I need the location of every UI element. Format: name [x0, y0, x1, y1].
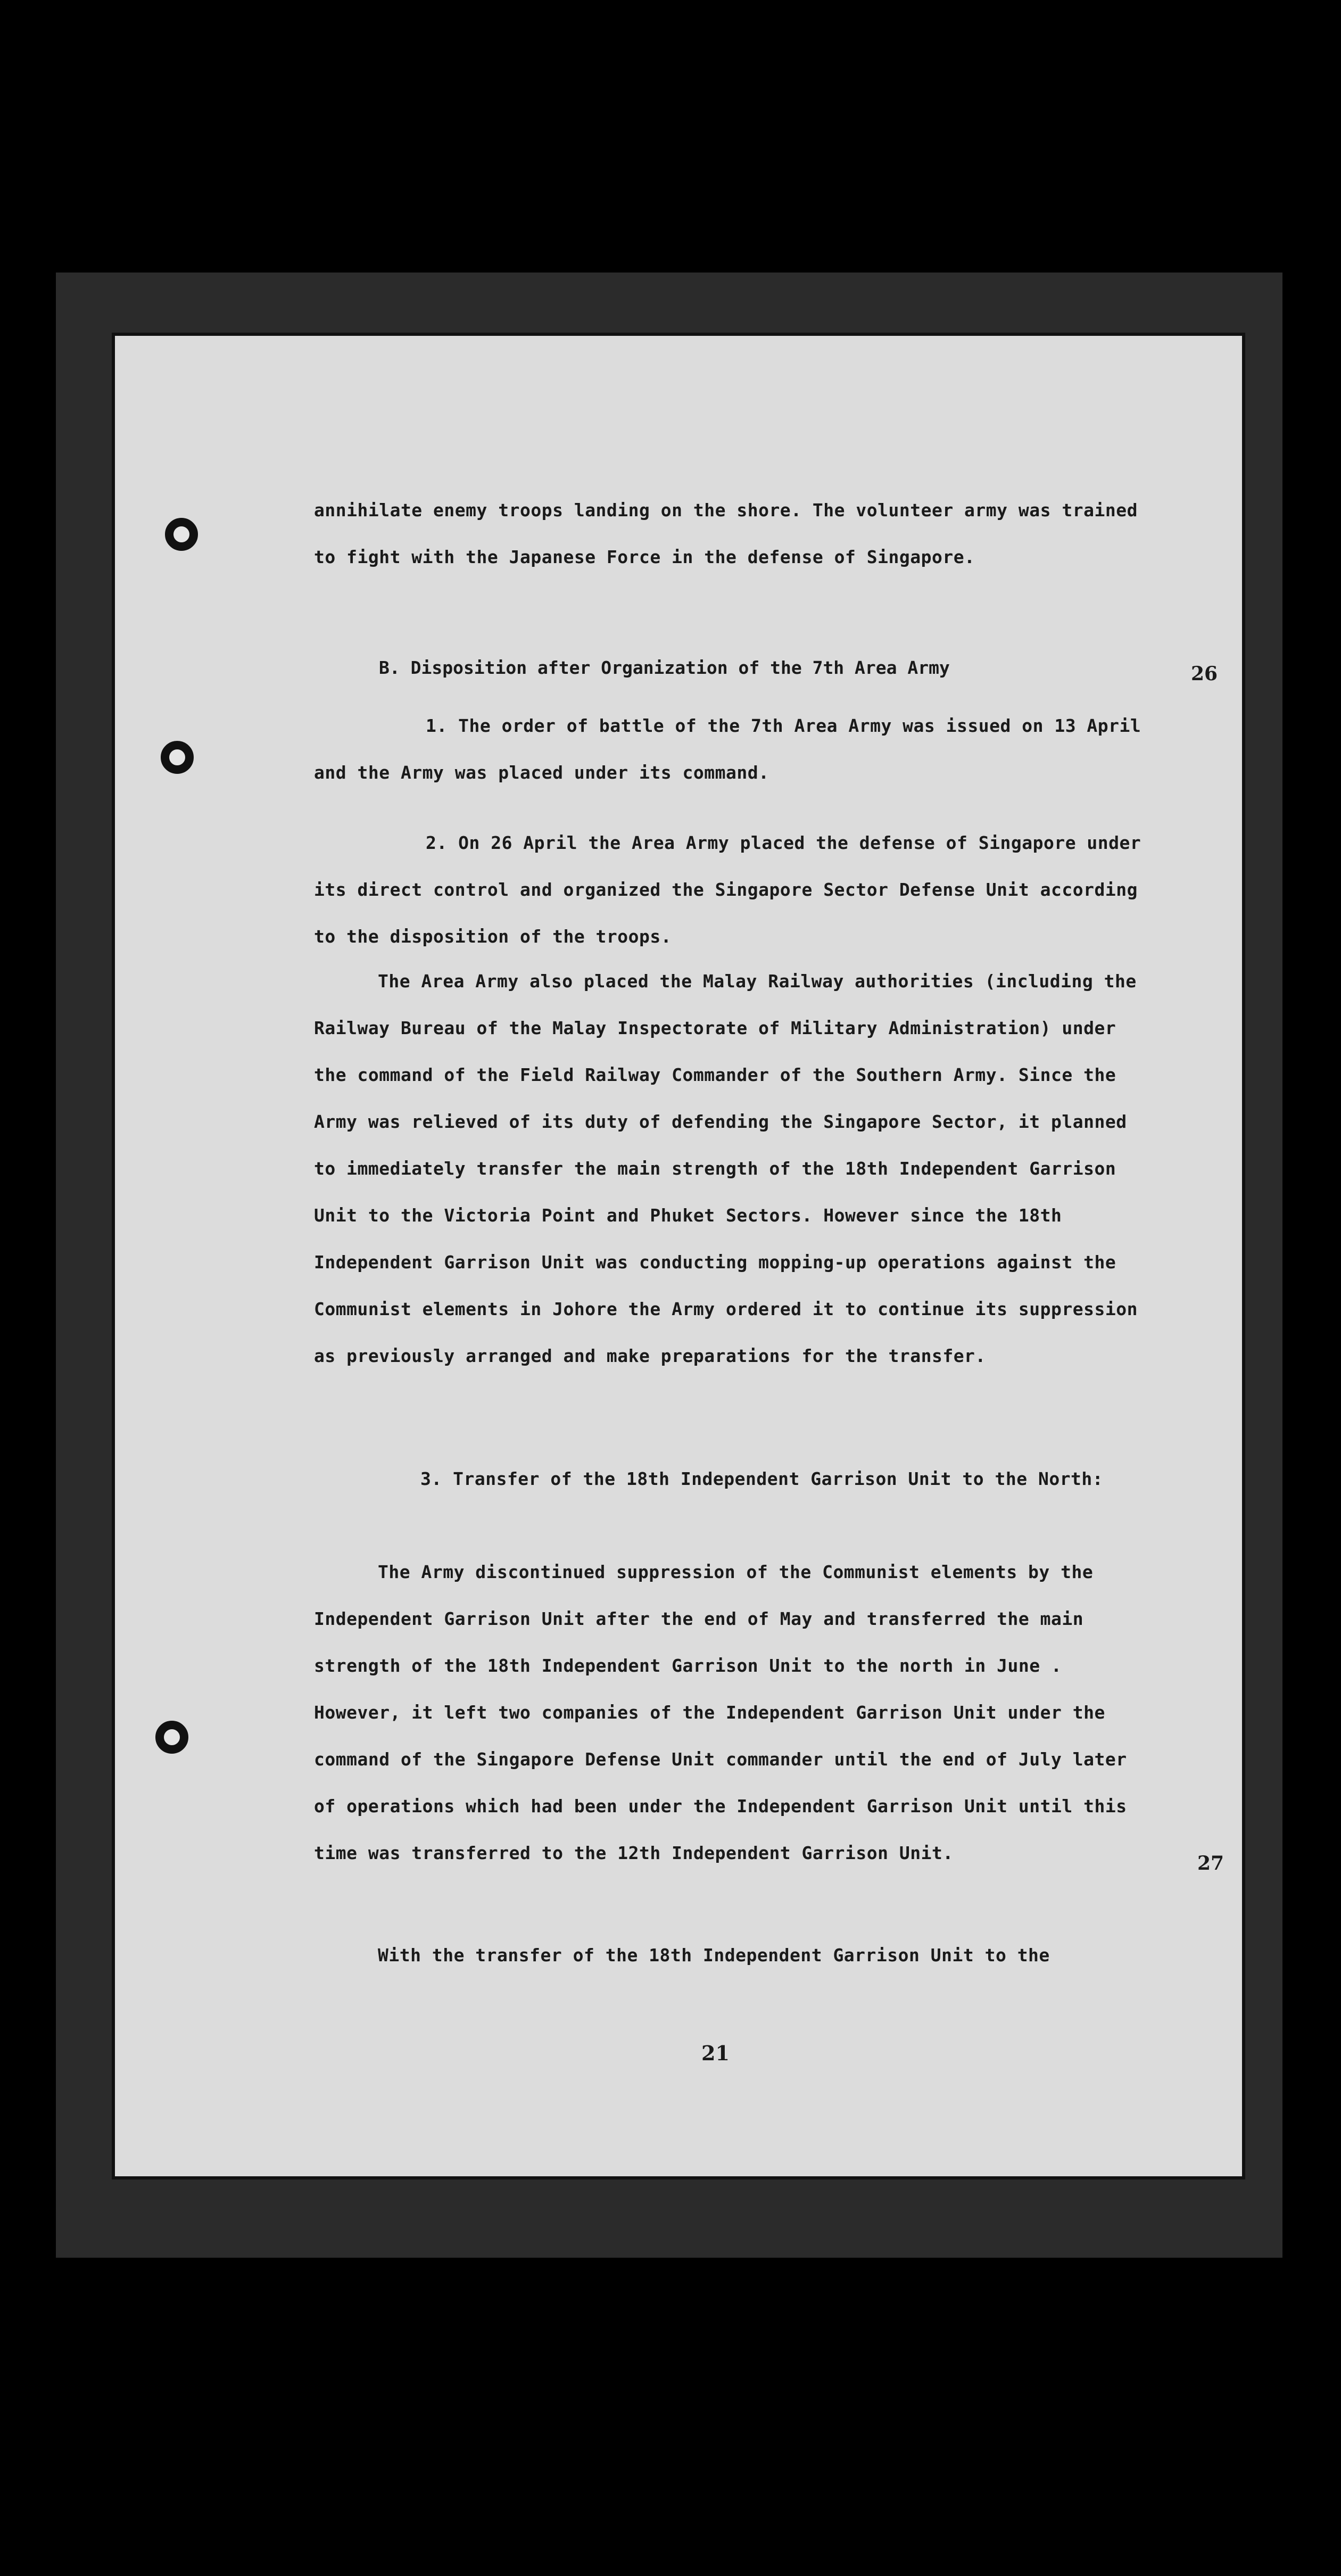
- paragraph-5: The Army discontinued suppression of the Communist elements by the Independent Garrison Unit after the end of May and transferred the main strength of the 18th Independent Garrison Unit to the north in June . However, it left two companies of the Independent Garrison Unit under the command of the Singapore Defense Unit commander until the end of July later of operations which had been under the Independent Garrison Unit until this time was transferred to the 12th Independent Garrison Unit.: [314, 1562, 1127, 1863]
- paragraph-3: The Area Army also placed the Malay Railway authorities (including the Railway Bureau of the Malay Inspectorate of Military Administration) under the command of the Field Railway Commander of the Southern Army. Since the Army was relieved of its duty of defending the Singapore Sector, it planned to immediately transfer the main strength of the 18th Independent Garrison Unit to the Victoria Point and Phuket Sectors. However since the 18th Independent Garrison Unit was conducting mopping-up operations against the Communist elements in Johore the Army ordered it to continue its suppression as previously arranged and make preparations for the transfer.: [314, 971, 1138, 1366]
- body-text-top: [314, 487, 1144, 581]
- paragraph-2: 2. On 26 April the Area Army placed the defense of Singapore under its direct control and organized the Singapore Sector Defense Unit according to the disposition of the troops.: [314, 832, 1141, 947]
- body-text-para3: [314, 958, 1144, 1380]
- transfer-heading: 3. Transfer of the 18th Independent Garrison Unit to the North:: [420, 1468, 1104, 1489]
- paragraph-1: 1. The order of battle of the 7th Area Army was issued on 13 April and the Army was placed under its command.: [314, 715, 1141, 783]
- paragraph-block1: annihilate enemy troops landing on the shore. The volunteer army was trained to fight with the Japanese Force in the defense of Singapore.: [314, 500, 1138, 567]
- punch-hole: [165, 518, 198, 551]
- section-heading-b: B. Disposition after Organization of the 7th Area Army: [379, 657, 950, 678]
- margin-note-26: 26: [1191, 663, 1218, 685]
- body-text-heading3: [420, 1456, 1107, 1502]
- margin-note-27: 27: [1197, 1852, 1224, 1875]
- punch-hole: [161, 741, 194, 774]
- page-number: 21: [701, 2041, 730, 2065]
- paragraph-6: With the transfer of the 18th Independent Garrison Unit to the: [378, 1945, 1050, 1966]
- body-text-para6: [314, 1932, 1144, 1979]
- body-text-para5: [314, 1549, 1144, 1877]
- body-text-para1: [314, 703, 1144, 796]
- body-text-para2: [314, 820, 1144, 960]
- punch-hole: [155, 1721, 188, 1754]
